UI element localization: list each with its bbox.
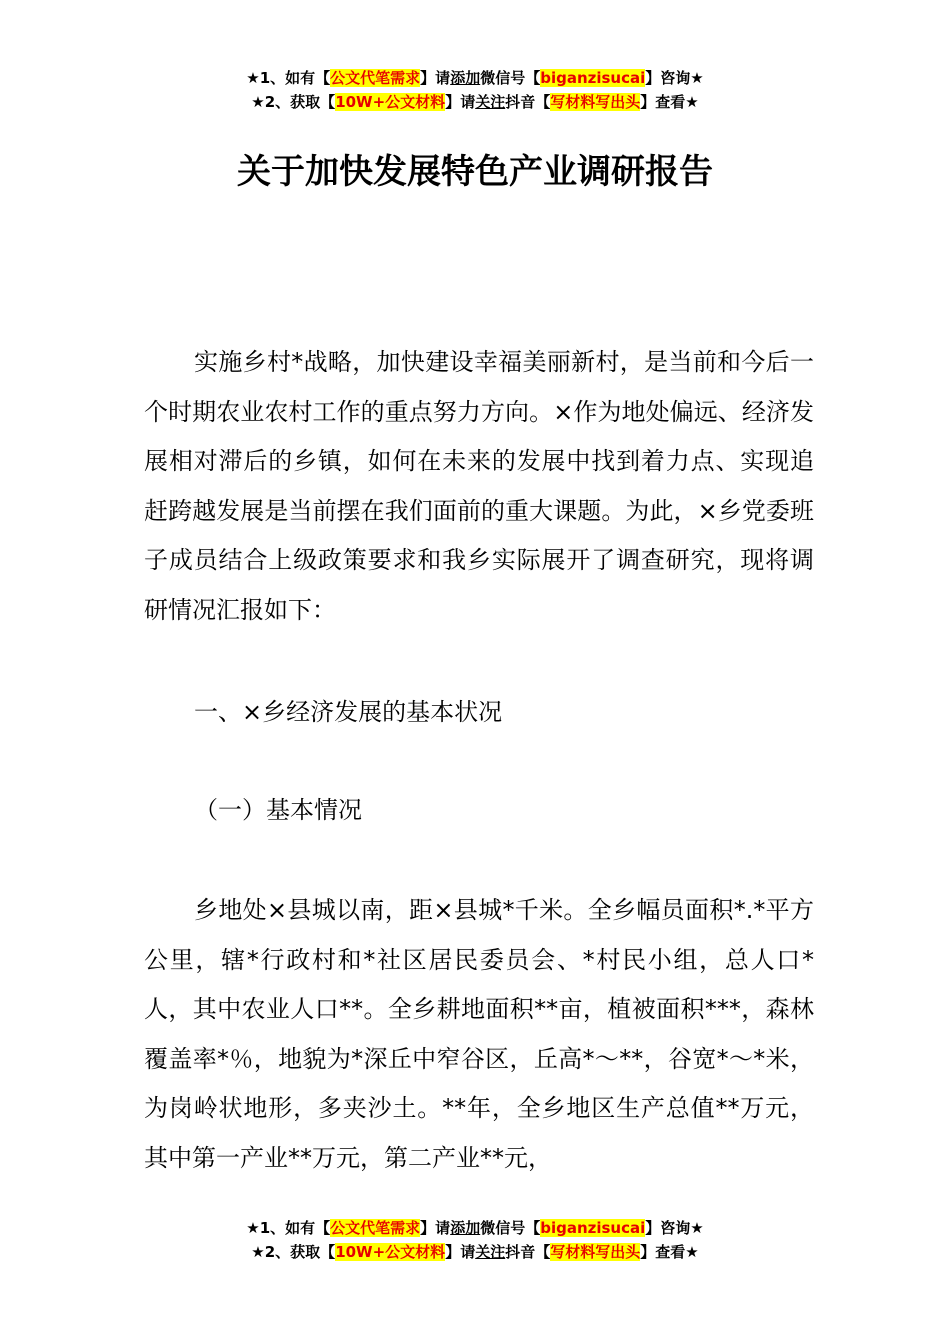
promo-text: 】查看★ bbox=[640, 93, 699, 111]
promo-highlight: biganzisucai bbox=[540, 1219, 646, 1237]
promo-underlined: 添加 bbox=[450, 69, 481, 87]
promo-text: 微信号【 bbox=[480, 69, 541, 87]
promo-highlight: 公文代笔需求 bbox=[330, 1219, 421, 1237]
promo-text: 】请 bbox=[445, 1243, 476, 1261]
intro-paragraph: 实施乡村*战略，加快建设幸福美丽新村，是当前和今后一个时期农业农村工作的重点努力方向。×作为地处偏远、经济发展相对滞后的乡镇，如何在未来的发展中找到着力点、实现追赶跨越发展是当前摆在我们面前的重大课题。为此，×乡党委班子成员结合上级政策要求和我乡实际展开了调查研究，现将调研情况汇报如下： bbox=[144, 348, 814, 624]
promo-text: 】查看★ bbox=[640, 1243, 699, 1261]
promo-highlight: 10W+公文材料 bbox=[335, 1243, 446, 1261]
promo-line-1 bbox=[0, 66, 950, 90]
promo-text: ★2、获取【 bbox=[251, 93, 336, 111]
promo-highlight: 公文代笔需求 bbox=[330, 69, 421, 87]
promo-underlined: 添加 bbox=[450, 1219, 481, 1237]
promo-text: 】咨询★ bbox=[645, 1219, 704, 1237]
basic-situation-paragraph: 乡地处×县城以南，距×县城*千米。全乡幅员面积*.*平方公里，辖*行政村和*社区居民委员会、*村民小组，总人口*人，其中农业人口**。全乡耕地面积**亩，植被面积***，森林覆盖率*％，地貌为*深丘中窄谷区，丘高*～**，谷宽*～*米，为岗岭状地形，多夹沙土。**年，全乡地区生产总值**万元，其中第一产业**万元，第二产业**元， bbox=[144, 896, 814, 1172]
footer-promo-banner bbox=[0, 1216, 950, 1264]
promo-text: 抖音【 bbox=[505, 1243, 551, 1261]
promo-line-1 bbox=[0, 1216, 950, 1240]
promo-underlined: 关注 bbox=[475, 1243, 506, 1261]
document-title: 关于加快发展特色产业调研报告 bbox=[237, 152, 713, 192]
promo-text: 】咨询★ bbox=[645, 69, 704, 87]
promo-line-2 bbox=[0, 1240, 950, 1264]
promo-text: 】请 bbox=[420, 1219, 451, 1237]
promo-text: ★2、获取【 bbox=[251, 1243, 336, 1261]
promo-underlined: 关注 bbox=[475, 93, 506, 111]
promo-highlight: biganzisucai bbox=[540, 69, 646, 87]
subsection-heading: （一）基本情况 bbox=[194, 796, 362, 824]
promo-text: ★1、如有【 bbox=[246, 1219, 331, 1237]
promo-highlight: 写材料写出头 bbox=[550, 1243, 641, 1261]
header-promo-banner bbox=[0, 66, 950, 114]
promo-highlight: 写材料写出头 bbox=[550, 93, 641, 111]
promo-text: ★1、如有【 bbox=[246, 69, 331, 87]
promo-line-2 bbox=[0, 90, 950, 114]
promo-highlight: 10W+公文材料 bbox=[335, 93, 446, 111]
section-heading: 一、×乡经济发展的基本状况 bbox=[194, 698, 503, 726]
promo-text: 】请 bbox=[420, 69, 451, 87]
promo-text: 】请 bbox=[445, 93, 476, 111]
promo-text: 抖音【 bbox=[505, 93, 551, 111]
promo-text: 微信号【 bbox=[480, 1219, 541, 1237]
